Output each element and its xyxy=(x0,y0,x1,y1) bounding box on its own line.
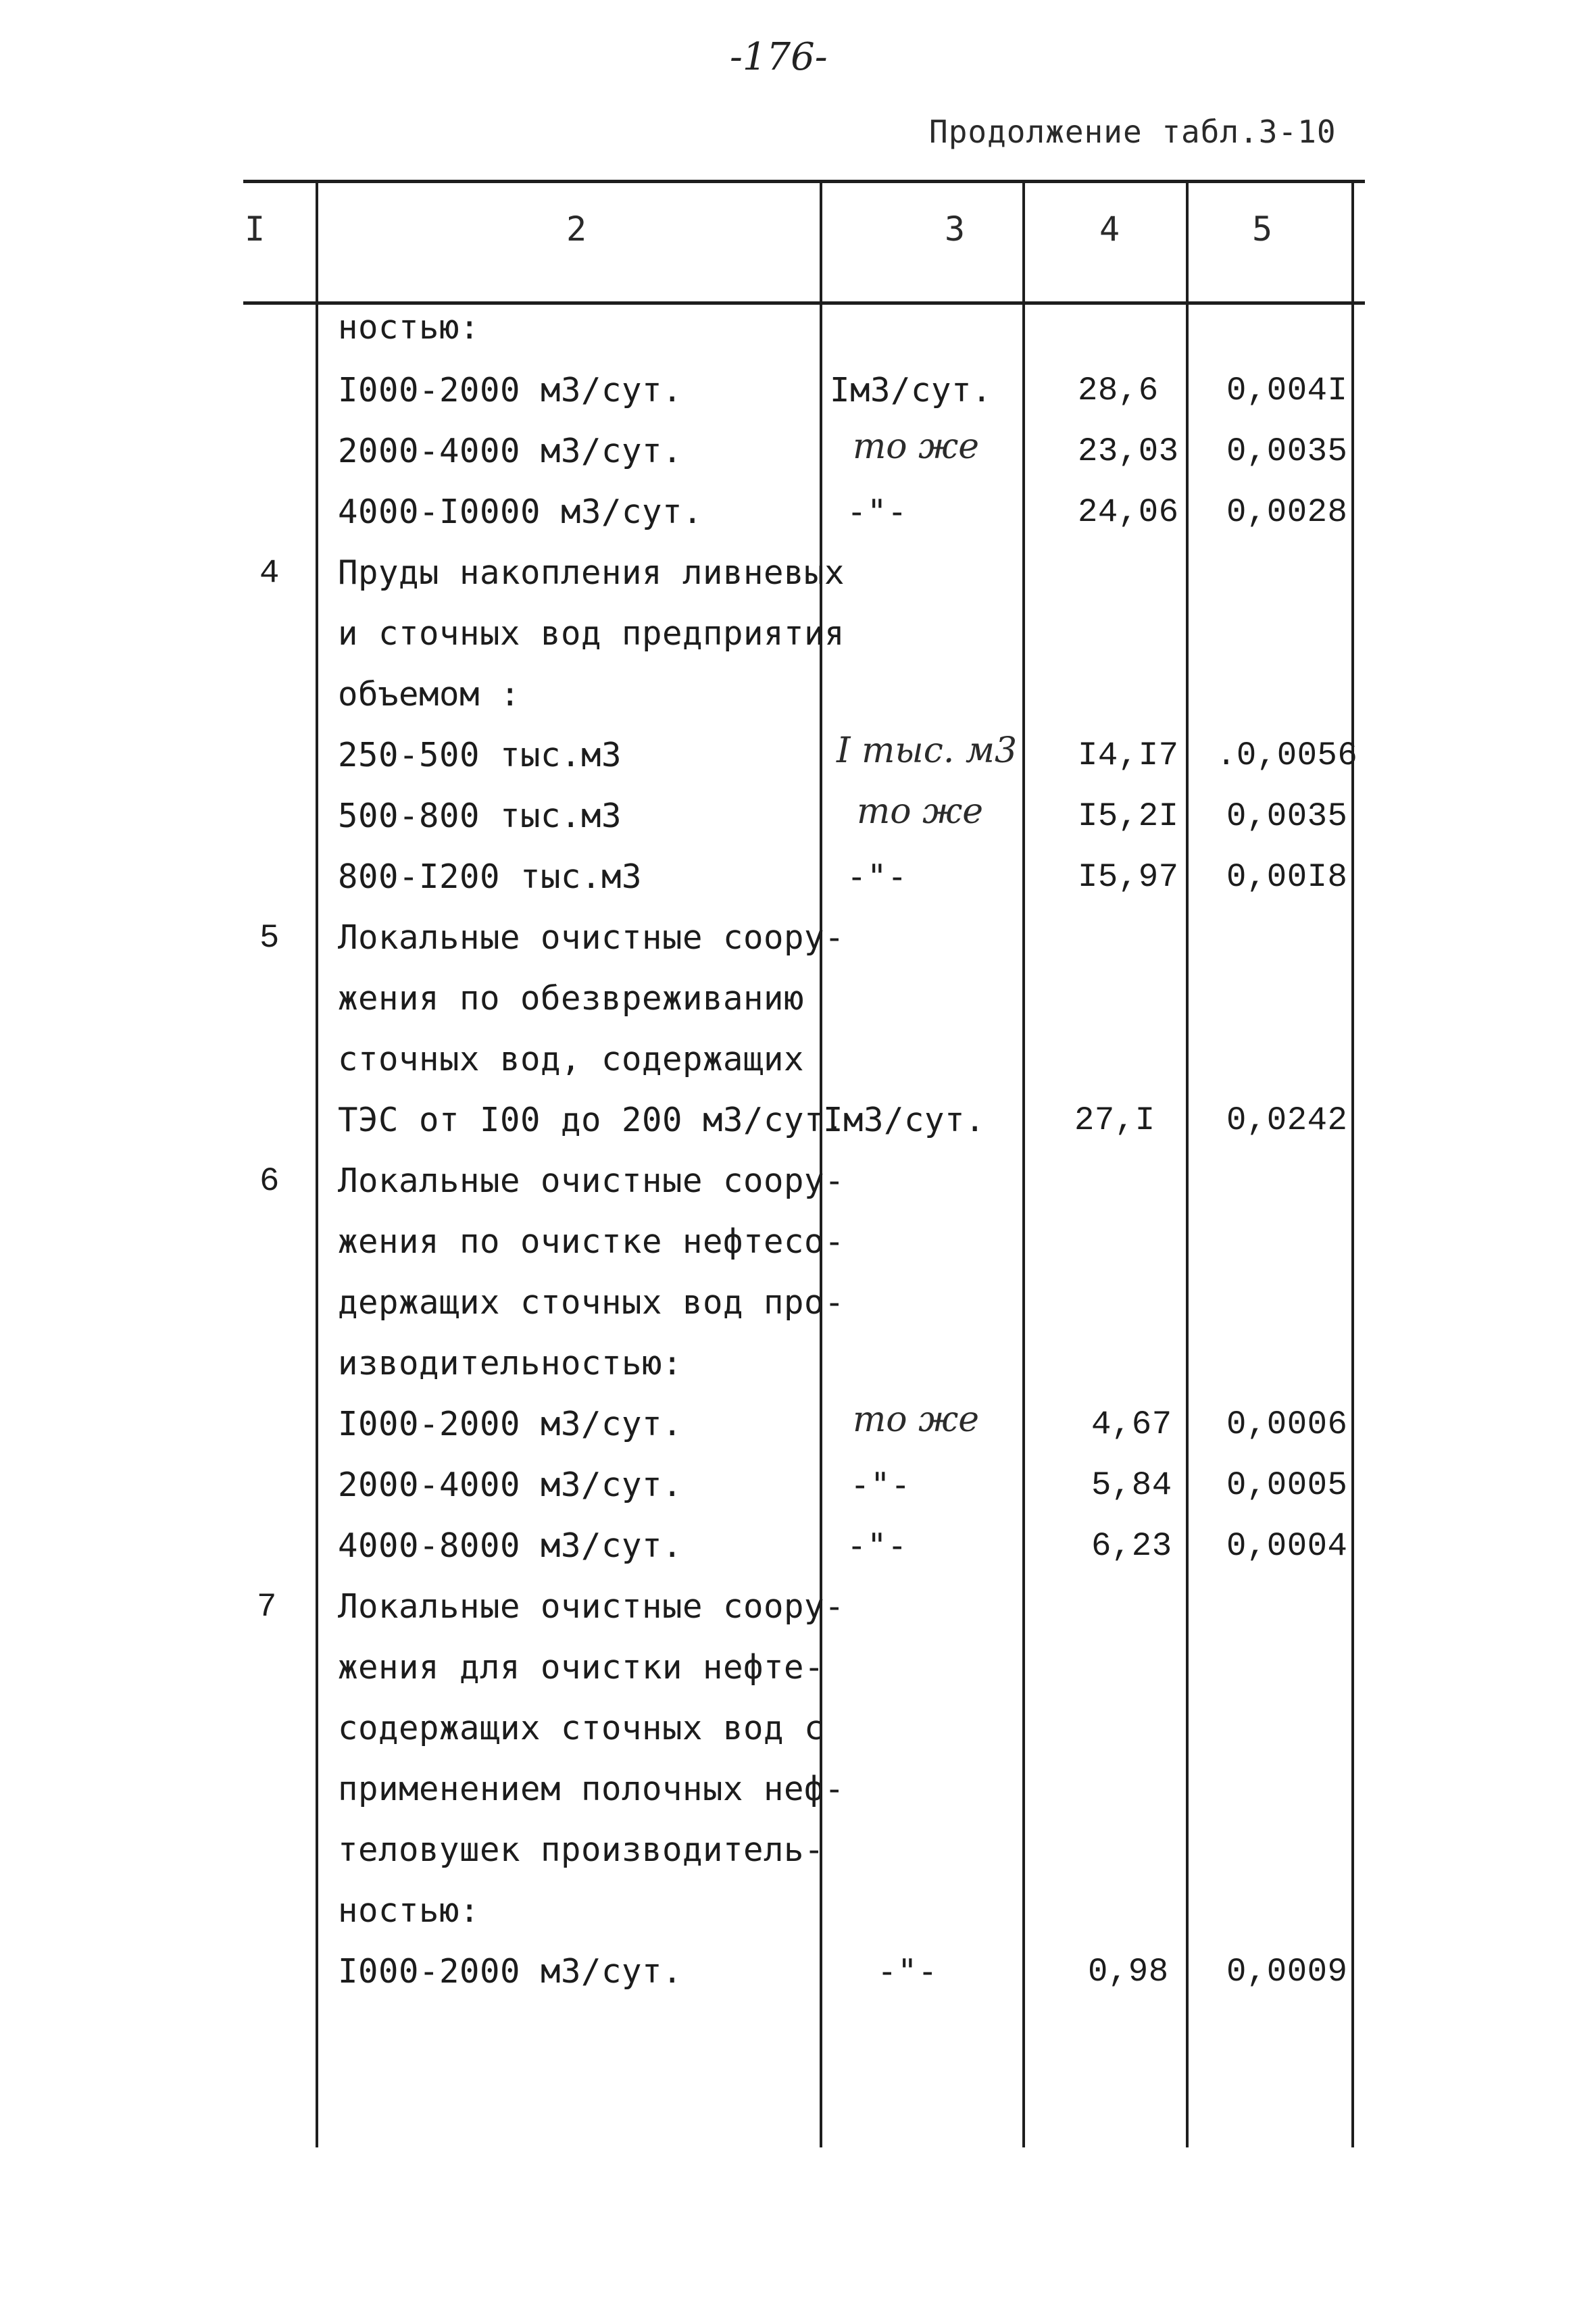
column-header-4: 4 xyxy=(1099,209,1120,249)
table-top-rule xyxy=(243,180,1365,183)
header-bottom-rule xyxy=(243,301,1365,305)
row-unit: Iм3/сут. xyxy=(830,371,993,409)
row-description: Локальные очистные соору- xyxy=(338,1162,845,1200)
row-description: держащих сточных вод про- xyxy=(338,1283,845,1322)
row-unit: -"- xyxy=(877,1952,939,1991)
row-value-col5: 0,0005 xyxy=(1226,1466,1348,1504)
row-description: жения для очистки нефте- xyxy=(338,1648,825,1687)
row-value-col4: 23,03 xyxy=(1078,432,1179,470)
row-value-col4: 4,67 xyxy=(1091,1405,1172,1443)
row-description: Локальные очистные соору- xyxy=(338,918,845,957)
row-unit: -"- xyxy=(847,857,908,896)
column-header-3: 3 xyxy=(945,209,966,249)
row-unit: -"- xyxy=(847,1526,908,1565)
row-unit-handwritten: то же xyxy=(853,1399,980,1440)
table-continuation-label: Продолжение табл.3-10 xyxy=(929,114,1337,150)
row-value-col5: 0,0004 xyxy=(1226,1527,1348,1565)
column-divider-1 xyxy=(316,181,318,2147)
row-value-col4: I5,97 xyxy=(1078,858,1179,896)
row-description: ТЭС от I00 до 200 м3/сут. xyxy=(338,1101,845,1139)
column-divider-3 xyxy=(1022,181,1025,2147)
row-value-col4: 6,23 xyxy=(1091,1527,1172,1565)
row-description: объемом : xyxy=(338,675,521,714)
row-unit-handwritten: I тыс. м3 xyxy=(837,730,1018,771)
row-value-col5: 0,0242 xyxy=(1226,1101,1348,1139)
row-value-col5: 0,0035 xyxy=(1226,432,1348,470)
row-description: 2000-4000 м3/сут. xyxy=(338,1466,683,1504)
row-description: I000-2000 м3/сут. xyxy=(338,371,683,409)
column-header-2: 2 xyxy=(566,209,587,249)
row-value-col5: .0,0056 xyxy=(1216,737,1358,774)
row-unit: -"- xyxy=(850,1466,912,1504)
row-description: теловушек производитель- xyxy=(338,1831,825,1869)
row-description: ностью: xyxy=(338,308,480,347)
row-unit-handwritten: то же xyxy=(857,791,984,832)
row-description: I000-2000 м3/сут. xyxy=(338,1952,683,1991)
row-description: Локальные очистные соору- xyxy=(338,1587,845,1626)
row-description: Пруды накопления ливневых xyxy=(338,553,845,592)
column-header-5: 5 xyxy=(1252,209,1273,249)
row-description: ностью: xyxy=(338,1891,480,1930)
row-value-col4: 24,06 xyxy=(1078,493,1179,531)
row-description: жения по очистке нефтесо- xyxy=(338,1222,845,1261)
row-unit: Iм3/сут. xyxy=(823,1101,986,1139)
row-value-col5: 0,0028 xyxy=(1226,493,1348,531)
row-value-col5: 0,00I8 xyxy=(1226,858,1348,896)
row-description: 4000-I0000 м3/сут. xyxy=(338,493,703,531)
row-value-col4: 5,84 xyxy=(1091,1466,1172,1504)
column-header-1: I xyxy=(245,209,266,249)
row-number: 6 xyxy=(259,1162,280,1200)
row-value-col5: 0,0009 xyxy=(1226,1953,1348,1991)
row-description: изводительностью: xyxy=(338,1344,683,1383)
row-unit-handwritten: то же xyxy=(853,426,980,467)
row-value-col4: 0,98 xyxy=(1088,1953,1169,1991)
row-description: сточных вод, содержащих xyxy=(338,1040,805,1078)
row-value-col5: 0,0006 xyxy=(1226,1405,1348,1443)
page-number: -176- xyxy=(730,35,828,79)
row-description: жения по обезвреживанию xyxy=(338,979,805,1018)
row-description: I000-2000 м3/сут. xyxy=(338,1405,683,1443)
row-number: 7 xyxy=(257,1588,277,1626)
row-value-col4: I5,2I xyxy=(1078,797,1179,835)
column-divider-4 xyxy=(1186,181,1189,2147)
row-number: 5 xyxy=(259,919,280,957)
row-value-col5: 0,004I xyxy=(1226,372,1348,409)
row-description: 2000-4000 м3/сут. xyxy=(338,432,683,470)
row-description: содержащих сточных вод с xyxy=(338,1709,825,1747)
row-description: 250-500 тыс.м3 xyxy=(338,736,622,774)
row-value-col4: 28,6 xyxy=(1078,372,1159,409)
row-number: 4 xyxy=(259,554,280,592)
row-description: применением полочных неф- xyxy=(338,1770,845,1808)
row-description: и сточных вод предприятия xyxy=(338,614,845,653)
row-value-col4: I4,I7 xyxy=(1078,737,1179,774)
row-unit: -"- xyxy=(847,493,908,531)
row-value-col5: 0,0035 xyxy=(1226,797,1348,835)
column-divider-5 xyxy=(1351,181,1354,2147)
row-description: 4000-8000 м3/сут. xyxy=(338,1526,683,1565)
row-description: 500-800 тыс.м3 xyxy=(338,797,622,835)
row-description: 800-I200 тыс.м3 xyxy=(338,857,643,896)
row-value-col4: 27,I xyxy=(1074,1101,1155,1139)
